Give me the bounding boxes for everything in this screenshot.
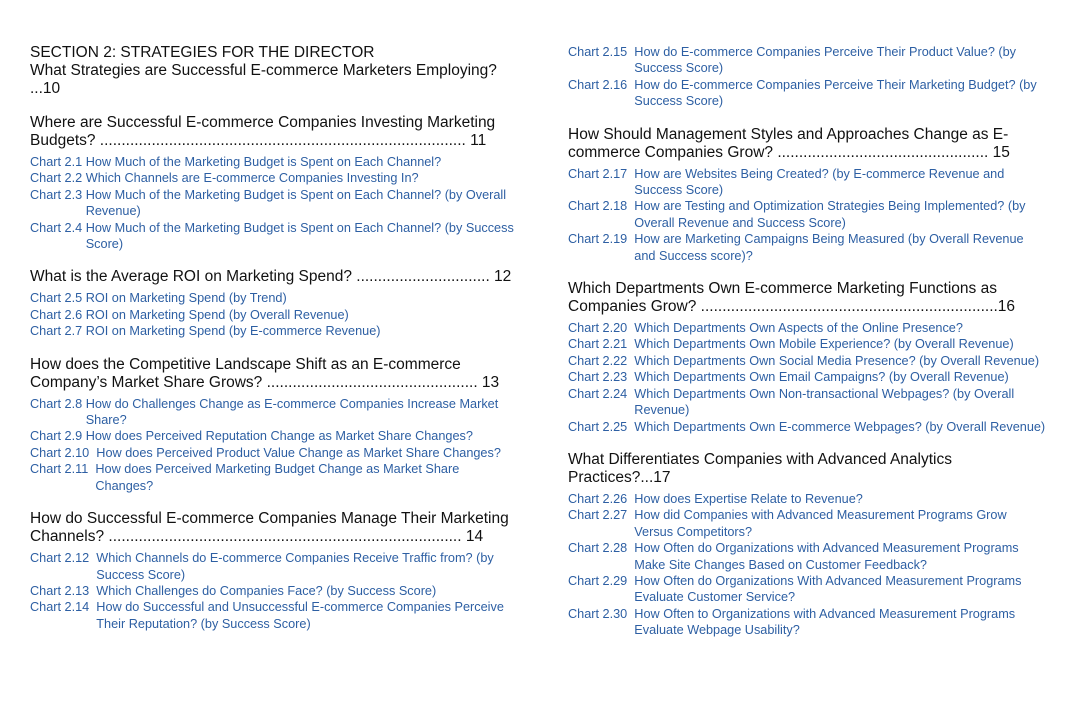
chart-number: Chart 2.26 <box>568 491 635 506</box>
right-groups <box>568 44 1046 639</box>
chart-entry[interactable] <box>568 540 1046 573</box>
chart-title: How did Companies with Advanced Measurement Programs Grow Versus Competitors? <box>634 508 1007 539</box>
chart-title: How do E-commerce Companies Perceive Their Marketing Budget? (by Success Score) <box>634 77 1037 109</box>
chart-number: Chart 2.30 <box>568 606 635 621</box>
chart-list <box>568 44 1046 110</box>
chart-title: How does Expertise Relate to Revenue? <box>634 491 863 506</box>
chart-number: Chart 2.5 <box>30 291 86 306</box>
chart-entry[interactable] <box>568 166 1046 199</box>
chart-title: Which Departments Own Social Media Presence? (by Overall Revenue) <box>634 353 1040 368</box>
chart-number: Chart 2.4 <box>30 220 86 235</box>
chart-title: Which Channels are E-commerce Companies Investing In? <box>85 171 419 186</box>
toc-heading[interactable]: Which Departments Own E-commerce Marketing Functions as Companies Grow? .....................................................................16 <box>568 280 1016 316</box>
toc-heading[interactable]: What is the Average ROI on Marketing Spend? ............................... 12 <box>30 268 512 286</box>
section-title: SECTION 2: STRATEGIES FOR THE DIRECTOR <box>30 44 375 61</box>
chart-entry[interactable] <box>568 491 1046 507</box>
toc-group <box>568 126 1046 264</box>
chart-number: Chart 2.6 <box>30 307 86 322</box>
toc-group <box>568 280 1046 435</box>
left-groups <box>30 62 516 632</box>
chart-entry[interactable] <box>30 187 516 220</box>
chart-number: Chart 2.16 <box>568 77 635 92</box>
chart-number: Chart 2.9 <box>30 429 86 444</box>
chart-number: Chart 2.21 <box>568 337 635 352</box>
chart-entry[interactable] <box>30 599 516 632</box>
toc-right-column <box>568 44 1046 639</box>
chart-entry[interactable] <box>568 507 1046 540</box>
chart-number: Chart 2.17 <box>568 166 635 181</box>
chart-number: Chart 2.1 <box>30 155 86 169</box>
toc-heading[interactable]: Where are Successful E-commerce Companies Investing Marketing Budgets? ..................................................................................... 11 <box>30 114 496 149</box>
chart-number: Chart 2.2 <box>30 171 86 186</box>
chart-title: Which Challenges do Companies Face? (by Success Score) <box>96 583 437 598</box>
chart-title: Which Departments Own Mobile Experience? (by Overall Revenue) <box>634 337 1014 352</box>
chart-number: Chart 2.13 <box>30 583 97 598</box>
chart-list <box>30 290 516 339</box>
chart-number: Chart 2.3 <box>30 187 86 202</box>
chart-number: Chart 2.22 <box>568 353 635 368</box>
chart-entry[interactable] <box>30 445 516 461</box>
toc-heading[interactable]: What Strategies are Successful E-commerce Marketers Employing? ...10 <box>30 62 497 97</box>
chart-entry[interactable] <box>30 290 516 306</box>
chart-number: Chart 2.18 <box>568 199 635 214</box>
chart-title: Which Departments Own E-commerce Webpages? (by Overall Revenue) <box>634 419 1046 434</box>
toc-heading[interactable]: How do Successful E-commerce Companies Manage Their Marketing Channels? .................................................................................. 14 <box>30 510 509 546</box>
chart-entry[interactable] <box>568 386 1046 419</box>
chart-title: How does Perceived Reputation Change as Market Share Changes? <box>85 429 473 444</box>
chart-entry[interactable] <box>30 583 516 599</box>
chart-title: ROI on Marketing Spend (by Trend) <box>85 291 287 306</box>
chart-number: Chart 2.25 <box>568 419 635 434</box>
chart-entry[interactable] <box>568 419 1046 435</box>
chart-entry[interactable] <box>568 336 1046 352</box>
toc-heading[interactable]: How Should Management Styles and Approaches Change as E-commerce Companies Grow? ................................................. 15 <box>568 125 1010 161</box>
chart-number: Chart 2.8 <box>30 396 86 411</box>
chart-list <box>568 491 1046 639</box>
chart-number: Chart 2.12 <box>30 551 97 566</box>
chart-title: Which Departments Own Non-transactional Webpages? (by Overall Revenue) <box>634 386 1015 418</box>
toc-left-column <box>30 44 516 632</box>
chart-title: How Much of the Marketing Budget is Spent on Each Channel? <box>85 155 442 169</box>
chart-entry[interactable] <box>30 396 516 429</box>
chart-title: Which Channels do E-commerce Companies Receive Traffic from? (by Success Score) <box>96 551 494 582</box>
chart-title: How Often to Organizations with Advanced Measurement Programs Evaluate Webpage Usability? <box>634 606 1016 638</box>
chart-title: How Much of the Marketing Budget is Spent on Each Channel? (by Overall Revenue) <box>85 187 507 219</box>
chart-entry[interactable] <box>30 220 516 253</box>
chart-entry[interactable] <box>568 231 1046 264</box>
toc-group <box>568 451 1046 639</box>
chart-number: Chart 2.19 <box>568 232 635 247</box>
chart-number: Chart 2.23 <box>568 370 635 385</box>
chart-entry[interactable] <box>568 198 1046 231</box>
chart-entry[interactable] <box>568 573 1046 606</box>
toc-group <box>30 356 516 494</box>
chart-list <box>568 320 1046 435</box>
toc-group <box>568 44 1046 110</box>
chart-entry[interactable] <box>568 369 1046 385</box>
chart-title: Which Departments Own Aspects of the Online Presence? <box>634 321 963 336</box>
chart-entry[interactable] <box>30 428 516 444</box>
chart-title: How do E-commerce Companies Perceive Their Product Value? (by Success Score) <box>634 45 1017 76</box>
chart-number: Chart 2.24 <box>568 386 635 401</box>
chart-title: How Much of the Marketing Budget is Spent on Each Channel? (by Success Score) <box>85 220 514 252</box>
chart-number: Chart 2.15 <box>568 45 635 59</box>
chart-number: Chart 2.27 <box>568 508 635 523</box>
chart-entry[interactable] <box>30 550 516 583</box>
chart-entry[interactable] <box>30 461 516 494</box>
toc-heading[interactable]: What Differentiates Companies with Advanced Analytics Practices?...17 <box>568 450 952 486</box>
chart-entry[interactable] <box>568 353 1046 369</box>
chart-number: Chart 2.28 <box>568 541 635 556</box>
chart-title: How do Challenges Change as E-commerce Companies Increase Market Share? <box>85 396 499 428</box>
chart-number: Chart 2.7 <box>30 324 86 339</box>
chart-entry[interactable] <box>568 44 1046 77</box>
chart-entry[interactable] <box>568 320 1046 336</box>
chart-entry[interactable] <box>568 606 1046 639</box>
chart-title: How do Successful and Unsuccessful E-commerce Companies Perceive Their Reputation? (by Success Score) <box>96 600 504 631</box>
chart-title: Which Departments Own Email Campaigns? (by Overall Revenue) <box>634 370 1009 385</box>
chart-title: ROI on Marketing Spend (by Overall Revenue) <box>85 307 349 322</box>
chart-entry[interactable] <box>568 77 1046 110</box>
chart-title: ROI on Marketing Spend (by E-commerce Revenue) <box>85 324 381 339</box>
chart-entry[interactable] <box>30 154 516 170</box>
chart-title: How does Perceived Product Value Change as Market Share Changes? <box>96 445 501 460</box>
chart-title: How Often do Organizations with Advanced Measurement Programs Make Site Changes Based on Customer Feedback? <box>634 541 1019 572</box>
chart-title: How are Marketing Campaigns Being Measured (by Overall Revenue and Success score)? <box>634 232 1024 263</box>
chart-title: How are Websites Being Created? (by E-commerce Revenue and Success Score) <box>634 166 1005 198</box>
toc-group <box>30 62 516 98</box>
chart-number: Chart 2.14 <box>30 600 97 615</box>
chart-title: How are Testing and Optimization Strategies Being Implemented? (by Overall Revenue and Success Score) <box>634 199 1026 230</box>
toc-heading[interactable]: How does the Competitive Landscape Shift as an E-commerce Company’s Market Share Grows? ................................................. 13 <box>30 355 500 391</box>
chart-entry[interactable] <box>30 323 516 339</box>
chart-number: Chart 2.11 <box>30 462 96 477</box>
chart-title: How does Perceived Marketing Budget Change as Market Share Changes? <box>95 462 460 493</box>
chart-list <box>30 396 516 494</box>
toc-group <box>30 268 516 339</box>
chart-title: How Often do Organizations With Advanced Measurement Programs Evaluate Customer Service? <box>634 573 1022 605</box>
chart-number: Chart 2.10 <box>30 445 97 460</box>
chart-entry[interactable] <box>30 170 516 186</box>
chart-entry[interactable] <box>30 307 516 323</box>
chart-list <box>30 550 516 632</box>
toc-group <box>30 510 516 632</box>
toc-group <box>30 114 516 252</box>
chart-number: Chart 2.29 <box>568 573 635 588</box>
chart-list <box>568 166 1046 264</box>
chart-number: Chart 2.20 <box>568 321 635 336</box>
chart-list <box>30 154 516 252</box>
